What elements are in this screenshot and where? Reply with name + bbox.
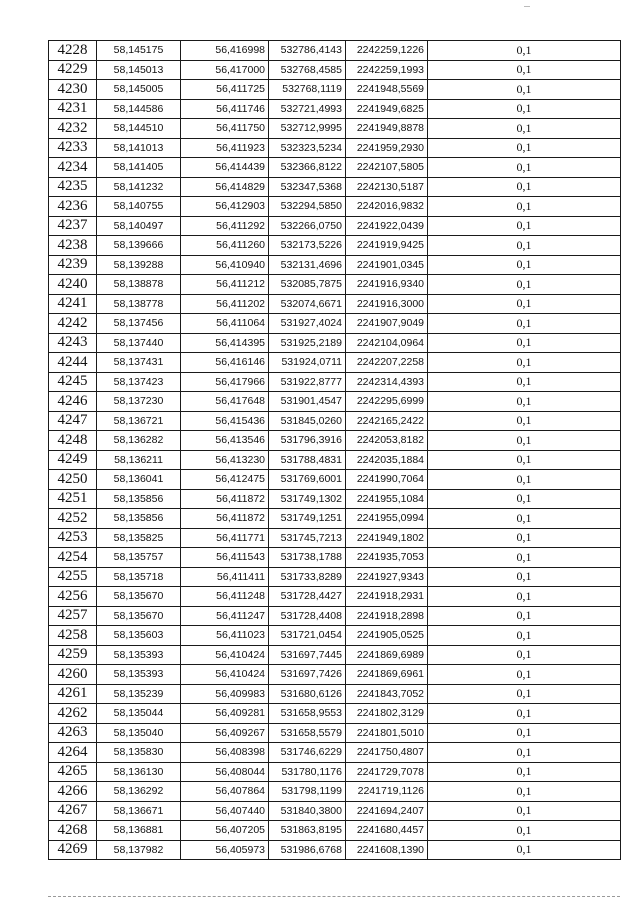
longitude-cell: 56,414439 xyxy=(181,158,269,178)
accuracy-cell: 0,1 xyxy=(428,567,621,587)
y-coordinate-cell: 2241905,0525 xyxy=(346,626,428,646)
accuracy-cell: 0,1 xyxy=(428,158,621,178)
accuracy-cell: 0,1 xyxy=(428,665,621,685)
point-number-cell: 4267 xyxy=(49,801,97,821)
y-coordinate-cell: 2242107,5805 xyxy=(346,158,428,178)
x-coordinate-cell: 531845,0260 xyxy=(269,411,346,431)
table-row xyxy=(49,489,621,509)
y-coordinate-cell: 2241955,0994 xyxy=(346,509,428,529)
longitude-cell: 56,411411 xyxy=(181,567,269,587)
latitude-cell: 58,140497 xyxy=(97,216,181,236)
point-number-cell: 4269 xyxy=(49,840,97,860)
x-coordinate-cell: 531788,4831 xyxy=(269,450,346,470)
point-number-cell: 4259 xyxy=(49,645,97,665)
table-row xyxy=(49,626,621,646)
y-coordinate-cell: 2241907,9049 xyxy=(346,314,428,334)
latitude-cell: 58,136881 xyxy=(97,821,181,841)
x-coordinate-cell: 531840,3800 xyxy=(269,801,346,821)
accuracy-cell: 0,1 xyxy=(428,528,621,548)
y-coordinate-cell: 2241869,6989 xyxy=(346,645,428,665)
accuracy-cell: 0,1 xyxy=(428,333,621,353)
latitude-cell: 58,135239 xyxy=(97,684,181,704)
x-coordinate-cell: 531733,8289 xyxy=(269,567,346,587)
latitude-cell: 58,135393 xyxy=(97,645,181,665)
accuracy-cell: 0,1 xyxy=(428,801,621,821)
longitude-cell: 56,411247 xyxy=(181,606,269,626)
point-number-cell: 4256 xyxy=(49,587,97,607)
y-coordinate-cell: 2241608,1390 xyxy=(346,840,428,860)
table-row xyxy=(49,470,621,490)
x-coordinate-cell: 532347,5368 xyxy=(269,177,346,197)
longitude-cell: 56,411872 xyxy=(181,509,269,529)
longitude-cell: 56,414395 xyxy=(181,333,269,353)
point-number-cell: 4248 xyxy=(49,431,97,451)
latitude-cell: 58,144586 xyxy=(97,99,181,119)
longitude-cell: 56,414829 xyxy=(181,177,269,197)
y-coordinate-cell: 2242053,8182 xyxy=(346,431,428,451)
x-coordinate-cell: 532131,4696 xyxy=(269,255,346,275)
x-coordinate-cell: 532323,5234 xyxy=(269,138,346,158)
accuracy-cell: 0,1 xyxy=(428,450,621,470)
longitude-cell: 56,409983 xyxy=(181,684,269,704)
x-coordinate-cell: 531769,6001 xyxy=(269,470,346,490)
latitude-cell: 58,141013 xyxy=(97,138,181,158)
point-number-cell: 4231 xyxy=(49,99,97,119)
latitude-cell: 58,136282 xyxy=(97,431,181,451)
y-coordinate-cell: 2242104,0964 xyxy=(346,333,428,353)
table-row xyxy=(49,528,621,548)
y-coordinate-cell: 2241959,2930 xyxy=(346,138,428,158)
y-coordinate-cell: 2241719,1126 xyxy=(346,782,428,802)
x-coordinate-cell: 531749,1302 xyxy=(269,489,346,509)
longitude-cell: 56,417000 xyxy=(181,60,269,80)
x-coordinate-cell: 532768,1119 xyxy=(269,80,346,100)
latitude-cell: 58,135718 xyxy=(97,567,181,587)
longitude-cell: 56,411292 xyxy=(181,216,269,236)
accuracy-cell: 0,1 xyxy=(428,275,621,295)
latitude-cell: 58,136671 xyxy=(97,801,181,821)
latitude-cell: 58,138778 xyxy=(97,294,181,314)
point-number-cell: 4236 xyxy=(49,197,97,217)
latitude-cell: 58,135044 xyxy=(97,704,181,724)
y-coordinate-cell: 2241922,0439 xyxy=(346,216,428,236)
longitude-cell: 56,411923 xyxy=(181,138,269,158)
point-number-cell: 4258 xyxy=(49,626,97,646)
latitude-cell: 58,137230 xyxy=(97,392,181,412)
point-number-cell: 4230 xyxy=(49,80,97,100)
table-row xyxy=(49,704,621,724)
latitude-cell: 58,139666 xyxy=(97,236,181,256)
latitude-cell: 58,136292 xyxy=(97,782,181,802)
latitude-cell: 58,137456 xyxy=(97,314,181,334)
point-number-cell: 4245 xyxy=(49,372,97,392)
point-number-cell: 4246 xyxy=(49,392,97,412)
x-coordinate-cell: 531697,7445 xyxy=(269,645,346,665)
accuracy-cell: 0,1 xyxy=(428,704,621,724)
point-number-cell: 4255 xyxy=(49,567,97,587)
table-row xyxy=(49,333,621,353)
table-row xyxy=(49,216,621,236)
x-coordinate-cell: 532768,4585 xyxy=(269,60,346,80)
latitude-cell: 58,140755 xyxy=(97,197,181,217)
accuracy-cell: 0,1 xyxy=(428,645,621,665)
x-coordinate-cell: 531986,6768 xyxy=(269,840,346,860)
point-number-cell: 4263 xyxy=(49,723,97,743)
y-coordinate-cell: 2241680,4457 xyxy=(346,821,428,841)
latitude-cell: 58,137440 xyxy=(97,333,181,353)
x-coordinate-cell: 531798,1199 xyxy=(269,782,346,802)
latitude-cell: 58,135757 xyxy=(97,548,181,568)
table-row xyxy=(49,138,621,158)
accuracy-cell: 0,1 xyxy=(428,684,621,704)
y-coordinate-cell: 2241919,9425 xyxy=(346,236,428,256)
accuracy-cell: 0,1 xyxy=(428,236,621,256)
y-coordinate-cell: 2242314,4393 xyxy=(346,372,428,392)
table-row xyxy=(49,431,621,451)
x-coordinate-cell: 532721,4993 xyxy=(269,99,346,119)
x-coordinate-cell: 531746,6229 xyxy=(269,743,346,763)
coordinates-table xyxy=(48,40,621,860)
point-number-cell: 4228 xyxy=(49,41,97,61)
x-coordinate-cell: 531780,1176 xyxy=(269,762,346,782)
latitude-cell: 58,135603 xyxy=(97,626,181,646)
longitude-cell: 56,416998 xyxy=(181,41,269,61)
y-coordinate-cell: 2241918,2898 xyxy=(346,606,428,626)
y-coordinate-cell: 2241990,7064 xyxy=(346,470,428,490)
table-row xyxy=(49,782,621,802)
x-coordinate-cell: 531863,8195 xyxy=(269,821,346,841)
table-row xyxy=(49,645,621,665)
table-row xyxy=(49,587,621,607)
point-number-cell: 4253 xyxy=(49,528,97,548)
table-row xyxy=(49,665,621,685)
latitude-cell: 58,145005 xyxy=(97,80,181,100)
table-row xyxy=(49,353,621,373)
latitude-cell: 58,136211 xyxy=(97,450,181,470)
table-row xyxy=(49,567,621,587)
x-coordinate-cell: 532712,9995 xyxy=(269,119,346,139)
y-coordinate-cell: 2242165,2422 xyxy=(346,411,428,431)
table-row xyxy=(49,684,621,704)
latitude-cell: 58,135670 xyxy=(97,587,181,607)
x-coordinate-cell: 531738,1788 xyxy=(269,548,346,568)
latitude-cell: 58,135856 xyxy=(97,489,181,509)
point-number-cell: 4264 xyxy=(49,743,97,763)
scan-mark xyxy=(524,6,530,7)
table-row xyxy=(49,99,621,119)
longitude-cell: 56,411725 xyxy=(181,80,269,100)
point-number-cell: 4233 xyxy=(49,138,97,158)
x-coordinate-cell: 531658,5579 xyxy=(269,723,346,743)
y-coordinate-cell: 2242259,1993 xyxy=(346,60,428,80)
table-row xyxy=(49,762,621,782)
latitude-cell: 58,141232 xyxy=(97,177,181,197)
accuracy-cell: 0,1 xyxy=(428,431,621,451)
longitude-cell: 56,407440 xyxy=(181,801,269,821)
longitude-cell: 56,412475 xyxy=(181,470,269,490)
y-coordinate-cell: 2241802,3129 xyxy=(346,704,428,724)
accuracy-cell: 0,1 xyxy=(428,762,621,782)
latitude-cell: 58,135830 xyxy=(97,743,181,763)
latitude-cell: 58,136130 xyxy=(97,762,181,782)
y-coordinate-cell: 2241935,7053 xyxy=(346,548,428,568)
y-coordinate-cell: 2241750,4807 xyxy=(346,743,428,763)
latitude-cell: 58,135825 xyxy=(97,528,181,548)
longitude-cell: 56,415436 xyxy=(181,411,269,431)
x-coordinate-cell: 531901,4547 xyxy=(269,392,346,412)
point-number-cell: 4229 xyxy=(49,60,97,80)
y-coordinate-cell: 2242016,9832 xyxy=(346,197,428,217)
longitude-cell: 56,411023 xyxy=(181,626,269,646)
accuracy-cell: 0,1 xyxy=(428,392,621,412)
point-number-cell: 4250 xyxy=(49,470,97,490)
point-number-cell: 4249 xyxy=(49,450,97,470)
y-coordinate-cell: 2241918,2931 xyxy=(346,587,428,607)
longitude-cell: 56,411064 xyxy=(181,314,269,334)
accuracy-cell: 0,1 xyxy=(428,782,621,802)
longitude-cell: 56,410940 xyxy=(181,255,269,275)
page-bottom-edge xyxy=(48,896,620,897)
latitude-cell: 58,135856 xyxy=(97,509,181,529)
table-row xyxy=(49,548,621,568)
latitude-cell: 58,138878 xyxy=(97,275,181,295)
point-number-cell: 4265 xyxy=(49,762,97,782)
longitude-cell: 56,409281 xyxy=(181,704,269,724)
accuracy-cell: 0,1 xyxy=(428,138,621,158)
point-number-cell: 4266 xyxy=(49,782,97,802)
longitude-cell: 56,409267 xyxy=(181,723,269,743)
x-coordinate-cell: 531721,0454 xyxy=(269,626,346,646)
y-coordinate-cell: 2241949,6825 xyxy=(346,99,428,119)
y-coordinate-cell: 2241901,0345 xyxy=(346,255,428,275)
accuracy-cell: 0,1 xyxy=(428,60,621,80)
latitude-cell: 58,135670 xyxy=(97,606,181,626)
accuracy-cell: 0,1 xyxy=(428,606,621,626)
latitude-cell: 58,139288 xyxy=(97,255,181,275)
longitude-cell: 56,416146 xyxy=(181,353,269,373)
accuracy-cell: 0,1 xyxy=(428,80,621,100)
accuracy-cell: 0,1 xyxy=(428,119,621,139)
point-number-cell: 4261 xyxy=(49,684,97,704)
point-number-cell: 4262 xyxy=(49,704,97,724)
table-row xyxy=(49,314,621,334)
table-row xyxy=(49,723,621,743)
longitude-cell: 56,413546 xyxy=(181,431,269,451)
point-number-cell: 4247 xyxy=(49,411,97,431)
accuracy-cell: 0,1 xyxy=(428,353,621,373)
x-coordinate-cell: 532366,8122 xyxy=(269,158,346,178)
longitude-cell: 56,411543 xyxy=(181,548,269,568)
longitude-cell: 56,413230 xyxy=(181,450,269,470)
table-row xyxy=(49,743,621,763)
longitude-cell: 56,417648 xyxy=(181,392,269,412)
y-coordinate-cell: 2241927,9343 xyxy=(346,567,428,587)
y-coordinate-cell: 2241955,1084 xyxy=(346,489,428,509)
accuracy-cell: 0,1 xyxy=(428,314,621,334)
x-coordinate-cell: 532173,5226 xyxy=(269,236,346,256)
longitude-cell: 56,411260 xyxy=(181,236,269,256)
longitude-cell: 56,411750 xyxy=(181,119,269,139)
accuracy-cell: 0,1 xyxy=(428,723,621,743)
table-row xyxy=(49,177,621,197)
y-coordinate-cell: 2241694,2407 xyxy=(346,801,428,821)
accuracy-cell: 0,1 xyxy=(428,840,621,860)
x-coordinate-cell: 531728,4408 xyxy=(269,606,346,626)
accuracy-cell: 0,1 xyxy=(428,99,621,119)
longitude-cell: 56,412903 xyxy=(181,197,269,217)
y-coordinate-cell: 2242035,1884 xyxy=(346,450,428,470)
x-coordinate-cell: 531745,7213 xyxy=(269,528,346,548)
x-coordinate-cell: 531749,1251 xyxy=(269,509,346,529)
longitude-cell: 56,405973 xyxy=(181,840,269,860)
x-coordinate-cell: 531728,4427 xyxy=(269,587,346,607)
longitude-cell: 56,411248 xyxy=(181,587,269,607)
latitude-cell: 58,144510 xyxy=(97,119,181,139)
accuracy-cell: 0,1 xyxy=(428,587,621,607)
accuracy-cell: 0,1 xyxy=(428,509,621,529)
longitude-cell: 56,410424 xyxy=(181,645,269,665)
table-row xyxy=(49,509,621,529)
point-number-cell: 4244 xyxy=(49,353,97,373)
latitude-cell: 58,137431 xyxy=(97,353,181,373)
longitude-cell: 56,407205 xyxy=(181,821,269,841)
y-coordinate-cell: 2242130,5187 xyxy=(346,177,428,197)
table-row xyxy=(49,158,621,178)
table-row xyxy=(49,821,621,841)
point-number-cell: 4260 xyxy=(49,665,97,685)
y-coordinate-cell: 2241869,6961 xyxy=(346,665,428,685)
accuracy-cell: 0,1 xyxy=(428,177,621,197)
x-coordinate-cell: 532074,6671 xyxy=(269,294,346,314)
latitude-cell: 58,137423 xyxy=(97,372,181,392)
table-row xyxy=(49,606,621,626)
y-coordinate-cell: 2241729,7078 xyxy=(346,762,428,782)
latitude-cell: 58,141405 xyxy=(97,158,181,178)
table-row xyxy=(49,197,621,217)
table-row xyxy=(49,80,621,100)
latitude-cell: 58,136041 xyxy=(97,470,181,490)
y-coordinate-cell: 2241949,8878 xyxy=(346,119,428,139)
y-coordinate-cell: 2241843,7052 xyxy=(346,684,428,704)
accuracy-cell: 0,1 xyxy=(428,216,621,236)
longitude-cell: 56,410424 xyxy=(181,665,269,685)
point-number-cell: 4243 xyxy=(49,333,97,353)
accuracy-cell: 0,1 xyxy=(428,470,621,490)
coordinates-table-container xyxy=(48,40,621,860)
longitude-cell: 56,408398 xyxy=(181,743,269,763)
x-coordinate-cell: 531927,4024 xyxy=(269,314,346,334)
table-row xyxy=(49,236,621,256)
accuracy-cell: 0,1 xyxy=(428,41,621,61)
y-coordinate-cell: 2241916,9340 xyxy=(346,275,428,295)
accuracy-cell: 0,1 xyxy=(428,255,621,275)
point-number-cell: 4257 xyxy=(49,606,97,626)
table-row xyxy=(49,450,621,470)
x-coordinate-cell: 531922,8777 xyxy=(269,372,346,392)
accuracy-cell: 0,1 xyxy=(428,743,621,763)
x-coordinate-cell: 531924,0711 xyxy=(269,353,346,373)
x-coordinate-cell: 532786,4143 xyxy=(269,41,346,61)
point-number-cell: 4238 xyxy=(49,236,97,256)
table-row xyxy=(49,372,621,392)
point-number-cell: 4242 xyxy=(49,314,97,334)
point-number-cell: 4268 xyxy=(49,821,97,841)
table-body xyxy=(49,41,621,860)
accuracy-cell: 0,1 xyxy=(428,489,621,509)
y-coordinate-cell: 2242295,6999 xyxy=(346,392,428,412)
x-coordinate-cell: 531680,6126 xyxy=(269,684,346,704)
longitude-cell: 56,411872 xyxy=(181,489,269,509)
y-coordinate-cell: 2241948,5569 xyxy=(346,80,428,100)
x-coordinate-cell: 531658,9553 xyxy=(269,704,346,724)
point-number-cell: 4232 xyxy=(49,119,97,139)
accuracy-cell: 0,1 xyxy=(428,548,621,568)
table-row xyxy=(49,840,621,860)
table-row xyxy=(49,801,621,821)
longitude-cell: 56,408044 xyxy=(181,762,269,782)
x-coordinate-cell: 532085,7875 xyxy=(269,275,346,295)
accuracy-cell: 0,1 xyxy=(428,294,621,314)
x-coordinate-cell: 532294,5850 xyxy=(269,197,346,217)
longitude-cell: 56,411202 xyxy=(181,294,269,314)
latitude-cell: 58,145013 xyxy=(97,60,181,80)
y-coordinate-cell: 2242207,2258 xyxy=(346,353,428,373)
point-number-cell: 4252 xyxy=(49,509,97,529)
table-row xyxy=(49,392,621,412)
longitude-cell: 56,417966 xyxy=(181,372,269,392)
table-row xyxy=(49,275,621,295)
point-number-cell: 4251 xyxy=(49,489,97,509)
table-row xyxy=(49,411,621,431)
accuracy-cell: 0,1 xyxy=(428,626,621,646)
y-coordinate-cell: 2241949,1802 xyxy=(346,528,428,548)
point-number-cell: 4234 xyxy=(49,158,97,178)
x-coordinate-cell: 531796,3916 xyxy=(269,431,346,451)
point-number-cell: 4254 xyxy=(49,548,97,568)
latitude-cell: 58,145175 xyxy=(97,41,181,61)
table-row xyxy=(49,255,621,275)
longitude-cell: 56,411212 xyxy=(181,275,269,295)
table-row xyxy=(49,294,621,314)
accuracy-cell: 0,1 xyxy=(428,197,621,217)
latitude-cell: 58,135040 xyxy=(97,723,181,743)
latitude-cell: 58,137982 xyxy=(97,840,181,860)
point-number-cell: 4241 xyxy=(49,294,97,314)
longitude-cell: 56,411771 xyxy=(181,528,269,548)
longitude-cell: 56,411746 xyxy=(181,99,269,119)
y-coordinate-cell: 2241916,3000 xyxy=(346,294,428,314)
point-number-cell: 4235 xyxy=(49,177,97,197)
latitude-cell: 58,135393 xyxy=(97,665,181,685)
x-coordinate-cell: 531697,7426 xyxy=(269,665,346,685)
x-coordinate-cell: 531925,2189 xyxy=(269,333,346,353)
table-row xyxy=(49,60,621,80)
accuracy-cell: 0,1 xyxy=(428,411,621,431)
y-coordinate-cell: 2242259,1226 xyxy=(346,41,428,61)
point-number-cell: 4237 xyxy=(49,216,97,236)
table-row xyxy=(49,119,621,139)
table-row xyxy=(49,41,621,61)
x-coordinate-cell: 532266,0750 xyxy=(269,216,346,236)
accuracy-cell: 0,1 xyxy=(428,821,621,841)
point-number-cell: 4239 xyxy=(49,255,97,275)
y-coordinate-cell: 2241801,5010 xyxy=(346,723,428,743)
accuracy-cell: 0,1 xyxy=(428,372,621,392)
point-number-cell: 4240 xyxy=(49,275,97,295)
latitude-cell: 58,136721 xyxy=(97,411,181,431)
longitude-cell: 56,407864 xyxy=(181,782,269,802)
